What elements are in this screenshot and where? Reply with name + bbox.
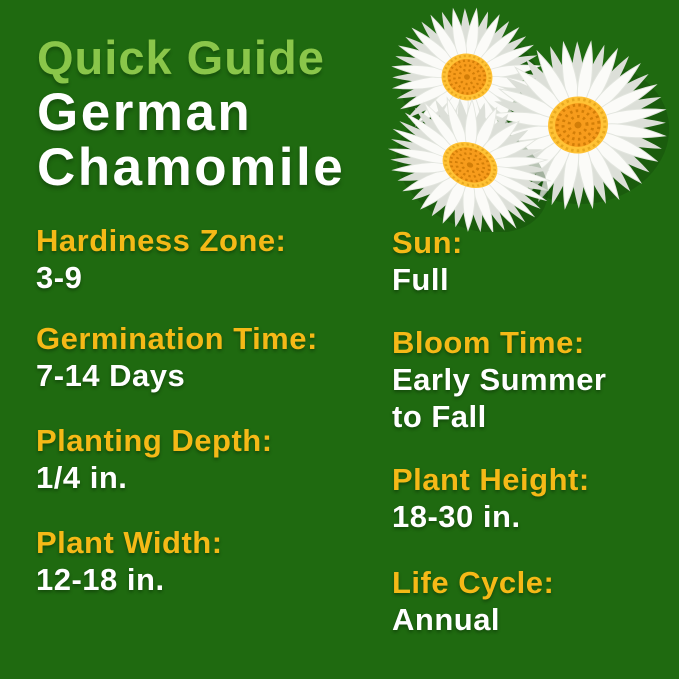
attr-planting-depth [36, 422, 346, 496]
attr-bloom-time [392, 324, 630, 435]
attr-plant-height [392, 461, 630, 535]
attr-label-hardiness-zone: Hardiness Zone: [36, 223, 287, 258]
attr-label-bloom-time: Bloom Time: [392, 325, 585, 360]
guide-eyebrow: Quick Guide [37, 31, 325, 84]
attr-value-plant-height: 18-30 in. [392, 499, 521, 534]
plant-name-line1: German [37, 83, 253, 142]
attr-value-plant-width: 12-18 in. [36, 562, 165, 597]
attr-germination-time [36, 320, 346, 394]
attr-hardiness-zone [36, 222, 346, 296]
attr-plant-width [36, 524, 346, 598]
attr-value-hardiness-zone: 3-9 [36, 260, 83, 295]
chamomile-flowers-illustration [360, 0, 679, 232]
attr-label-germination-time: Germination Time: [36, 321, 318, 356]
attr-life-cycle [392, 564, 630, 638]
attr-label-life-cycle: Life Cycle: [392, 565, 555, 600]
plant-name [37, 85, 345, 195]
attr-label-plant-height: Plant Height: [392, 462, 590, 497]
plant-name-line2: Chamomile [37, 138, 346, 197]
attr-label-sun: Sun: [392, 225, 463, 260]
attr-value-germination-time: 7-14 Days [36, 358, 186, 393]
attr-value-planting-depth: 1/4 in. [36, 460, 128, 495]
attr-value-sun: Full [392, 262, 450, 297]
attr-label-plant-width: Plant Width: [36, 525, 223, 560]
attr-sun [392, 224, 630, 298]
attr-label-planting-depth: Planting Depth: [36, 423, 273, 458]
attr-value-life-cycle: Annual [392, 602, 501, 637]
attr-value-bloom-time: Early Summer to Fall [392, 362, 607, 434]
